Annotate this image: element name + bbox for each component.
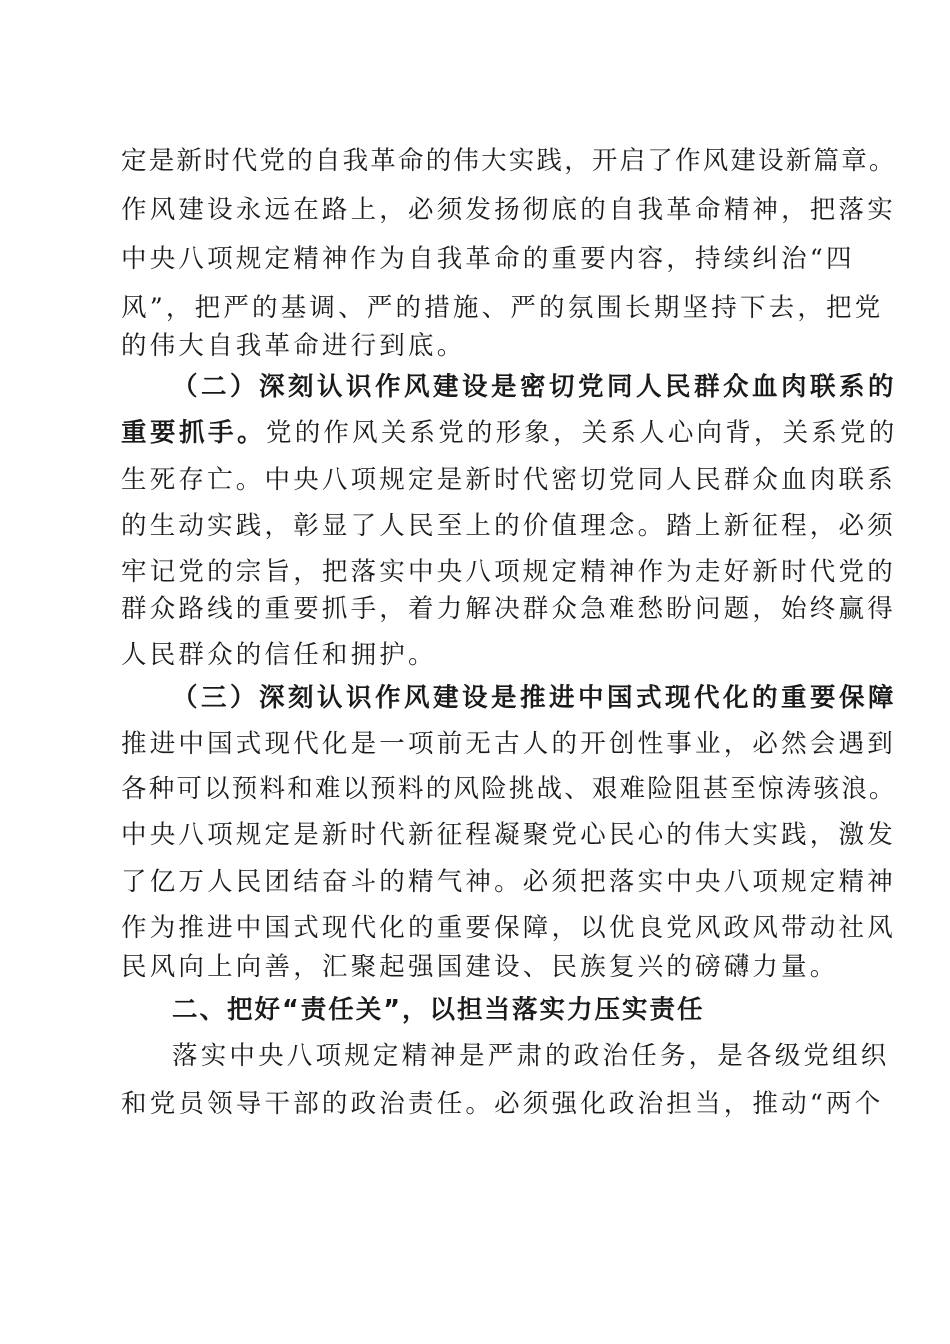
text-line: 了亿万人民团结奋斗的精气神。必须把落实中央八项规定精神 [121, 867, 896, 897]
text-line [121, 408, 898, 458]
text-line: 和党员领导干部的政治责任。必须强化政治担当，推动“两个 [121, 1089, 884, 1119]
text-span: 党的作风关系党的形象，关系人心向背，关系党的 [266, 418, 898, 448]
section-heading: 二、把好“责任关”，以担当落实力压实责任 [172, 995, 705, 1025]
text-line: 各种可以预料和难以预料的风险挑战、艰难险阻甚至惊涛骇浪。 [121, 774, 897, 804]
text-line: 定是新时代党的自我革命的伟大实践，开启了作风建设新篇章。 [121, 146, 897, 176]
text-line: 牢记党的宗旨，把落实中央八项规定精神作为走好新时代党的 [121, 557, 896, 587]
subsection-heading: （二）深刻认识作风建设是密切党同人民群众血肉联系的 [172, 372, 898, 402]
text-line: 的伟大自我革命进行到底。 [121, 331, 466, 361]
subsection-heading-tail: 重要抓手。 [121, 418, 267, 448]
text-line: 民风向上向善，汇聚起强国建设、民族复兴的磅礴力量。 [121, 952, 839, 982]
text-line: 作风建设永远在路上，必须发扬彻底的自我革命精神，把落实 [121, 195, 896, 225]
subsection-heading: （三）深刻认识作风建设是推进中国式现代化的重要保障 [172, 683, 898, 713]
text-line: 群众路线的重要抓手，着力解决群众急难愁盼问题，始终赢得 [121, 594, 896, 624]
text-line: 中央八项规定是新时代新征程凝聚党心民心的伟大实践，激发 [121, 820, 896, 850]
text-line: 作为推进中国式现代化的重要保障，以优良党风政风带动社风 [121, 913, 896, 943]
text-line: 的生动实践，彰显了人民至上的价值理念。踏上新征程，必须 [121, 511, 896, 541]
text-line: 生死存亡。中央八项规定是新时代密切党同人民群众血肉联系 [121, 465, 896, 495]
text-line: 中央八项规定精神作为自我革命的重要内容，持续纠治“四 [121, 244, 855, 274]
text-line: 推进中国式现代化是一项前无古人的开创性事业，必然会遇到 [121, 729, 896, 759]
text-line: 风”，把严的基调、严的措施、严的氛围长期坚持下去，把党 [121, 293, 884, 323]
text-line: 落实中央八项规定精神是严肃的政治任务，是各级党组织 [172, 1041, 890, 1071]
text-line: 人民群众的信任和拥护。 [121, 640, 437, 670]
